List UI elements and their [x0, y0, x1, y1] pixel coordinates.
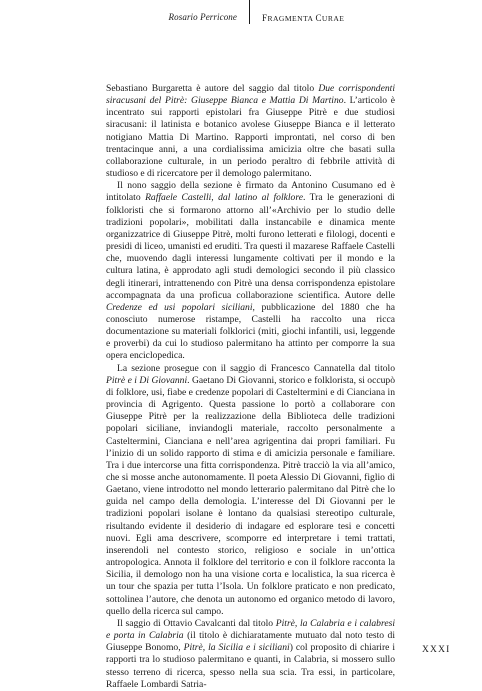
paragraph: Il nono saggio della sezione è firmato da Antonino Cusumano ed è intitolato Raffaele Castelli, dal latino al folklore. Tra le generazioni di folkloristi che si formarono attorno all’«Archivio per lo studio delle tradizioni popolari», mobilitati dalla instancabile e dinamica mente organizzatrice di Giuseppe Pitrè, molti furono letterati e filologi, docenti e presidi di liceo, umanisti ed eruditi. Tra questi il mazarese Raffaele Castelli che, muovendo dagli interessi lungamente coltivati per il mondo e la cultura latina, è approdato agli studi demologici secondo il più classico degli itinerari, intrattenendo con Pitrè una densa corrispondenza epistolare accompagnata da una proficua collaborazione scientifica. Autore delle Credenze ed usi popolari siciliani, pubblicazione del 1880 che ha conosciuto numerose ristampe, Castelli ha raccolto una ricca documentazione su materiali folklorici (miti, giochi infantili, usi, leggende e proverbi) da cui lo studioso palermitano ha attinto per comporre la sua opera enciclopedica. [106, 180, 395, 362]
running-head [0, 0, 482, 40]
body-text [106, 83, 395, 691]
running-head-author: Rosario Perricone [168, 12, 237, 22]
paragraph: Il saggio di Ottavio Cavalcanti dal titolo Pitrè, la Calabria e i calabresi e porta in Calabria (il titolo è dichiaratamente mutuato dal noto testo di Giuseppe Bonomo, Pitrè, la Sicilia e i siciliani) col proposito di chiarire i rapporti tra lo studioso palermitano e quanti, in Calabria, si mossero sullo stesso terreno di ricerca, spesso nella sua scia. Tra essi, in particolare, Raffaele Lombardi Satria- [106, 617, 396, 690]
italic-title: Pitrè, la Sicilia e i siciliani [183, 642, 290, 654]
italic-title: Due corrispondenti siracusani del Pitrè: Giuseppe Bianca e Mattia Di Martino [106, 83, 395, 107]
paragraph: La sezione prosegue con il saggio di Francesco Cannatella dal titolo Pitrè e i Di Giovanni. Gaetano Di Giovanni, storico e folklorista, si occupò di folklore, usi, fiabe e credenze popolari di Casteltermini e di Cianciana in provincia di Agrigento. Questa passione lo portò a collaborare con Giuseppe Pitrè per la realizzazione della Biblioteca delle tradizioni popolari siciliane, inviandogli materiale, raccolto personalmente a Casteltermini, Cianciana e nell’area agrigentina dai propri familiari. Fu l’inizio di un solido rapporto di stima e di amicizia personale e familiare. Tra i due intercorse una fitta corrispondenza. Pitrè tracciò la via all’amico, che si mosse anche autonomamente. Il poeta Alessio Di Giovanni, figlio di Gaetano, viene introdotto nel mondo letterario palermitano dal Pitrè che lo guida nel campo della demologia. L’interesse del Di Giovanni per le tradizioni popolari isolane è lontano da qualsiasi stereotipo culturale, risultando evidente il desiderio di indagare ed esplorare tesi e concetti nuovi. Egli ama descrivere, scomporre ed interpretare i temi trattati, inserendoli nel contesto storico, religioso e sociale in un’ottica antropologica. Annota il folklore del territorio e con il folklore racconta la Sicilia, il demologo non ha una visione corta e localistica, la sua ricerca è un tour che spazia per tutta l’Isola. Un folklore praticato e non predicato, sottolinea l’autore, che denota un autonomo ed organico metodo di lavoro, quello della ricerca sul campo. [106, 362, 395, 617]
paragraph: Sebastiano Burgaretta è autore del saggio dal titolo Due corrispondenti siracusani del Pitrè: Giuseppe Bianca e Mattia Di Martino. L’articolo è incentrato sui rapporti epistolari fra Giuseppe Pitrè e due studiosi siracusani: il latinista e botanico avolese Giuseppe Bianca e il letterato notigiano Mattia Di Martino. Rapporti improntati, nel corso di ben trentacinque anni, a una cordialissima amicizia oltre che basati sulla collaborazione culturale, in un periodo peraltro di febbrile attività di studioso e di ricercatore per il demologo palermitano. [106, 83, 395, 180]
italic-title: Raffaele Castelli, dal latino al folklore [145, 192, 303, 204]
italic-title: Pitrè, la Calabria e i calabresi e porta in Calabria [106, 617, 395, 642]
running-head-title: FRAGMENTA CURAE [262, 12, 345, 23]
running-head-divider [249, 0, 250, 24]
italic-title: Credenze ed usi popolari siciliani [106, 301, 253, 313]
italic-title: Pitrè e i Di Giovanni [106, 374, 188, 386]
page-number: XXXI [422, 645, 451, 655]
